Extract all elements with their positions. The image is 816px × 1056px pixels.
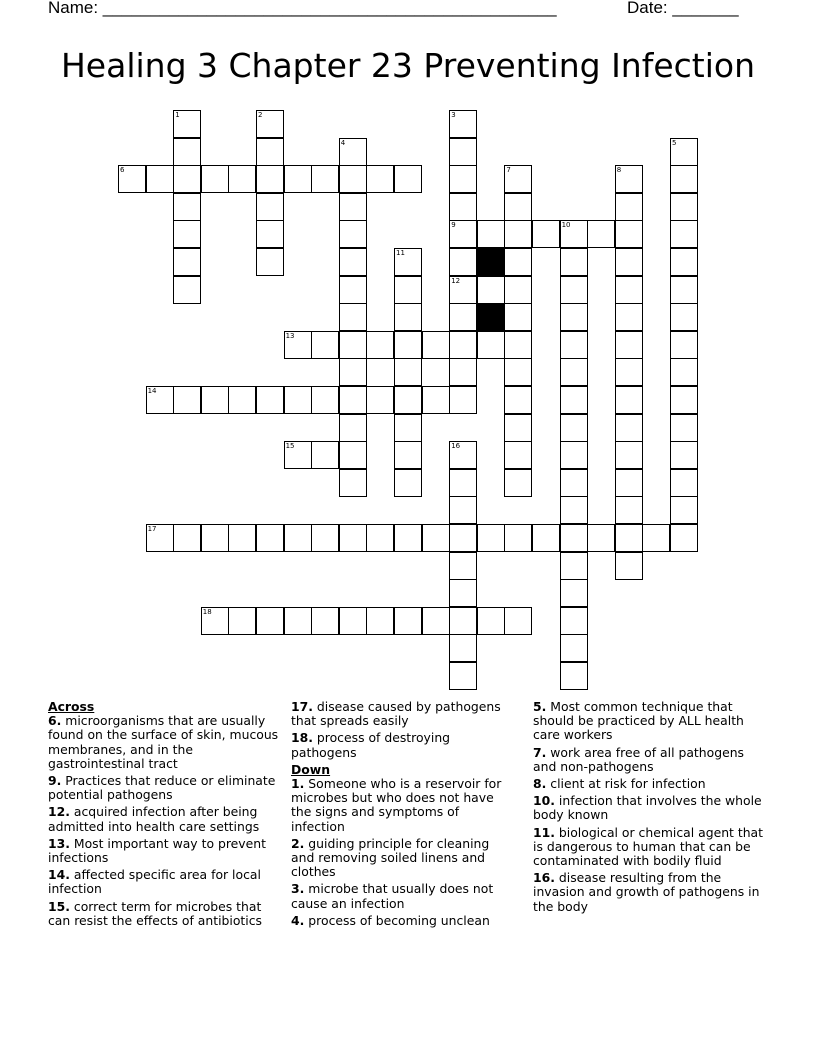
grid-cell[interactable] (173, 276, 201, 304)
grid-cell[interactable] (477, 524, 505, 552)
grid-cell[interactable] (560, 552, 588, 580)
grid-cell[interactable] (560, 634, 588, 662)
clue-text: disease resulting from the invasion and growth of pathogens in the body (533, 870, 760, 914)
grid-cell[interactable] (228, 386, 256, 414)
grid-cell[interactable] (256, 220, 284, 248)
grid-cell[interactable] (449, 220, 477, 248)
grid-cell[interactable] (394, 524, 422, 552)
grid-cell[interactable] (504, 469, 532, 497)
grid-cell[interactable] (173, 193, 201, 221)
grid-cell[interactable] (366, 524, 394, 552)
cell-number: 3 (451, 111, 456, 119)
clue-text: process of becoming unclean (308, 912, 490, 928)
grid-cell[interactable] (449, 358, 477, 386)
grid-cell[interactable] (670, 165, 698, 193)
grid-cell[interactable] (394, 248, 422, 276)
cell-number: 17 (147, 525, 157, 533)
grid-cell[interactable] (670, 276, 698, 304)
cell-number: 16 (451, 442, 461, 451)
cell-number: 6 (120, 166, 125, 175)
clue-down-16 (533, 871, 768, 914)
clue-across-6 (48, 714, 280, 771)
grid-cell[interactable] (560, 220, 588, 248)
clue-number: 1. (291, 776, 305, 792)
cell-number: 7 (506, 166, 511, 175)
clue-number: 12. (48, 804, 70, 820)
grid-cell[interactable] (449, 607, 477, 635)
grid-cell[interactable] (560, 469, 588, 497)
grid-cell[interactable] (173, 524, 201, 552)
page-title: Healing 3 Chapter 23 Preventing Infection (60, 46, 755, 85)
clue-down-5 (533, 700, 768, 743)
grid-cell[interactable] (422, 607, 450, 635)
grid-cell[interactable] (394, 414, 422, 442)
grid-cell[interactable] (311, 524, 339, 552)
grid-cell[interactable] (311, 386, 339, 414)
cell-number: 15 (285, 442, 295, 451)
clue-across-9 (48, 774, 280, 802)
cell-number: 1 (175, 111, 180, 119)
grid-cell[interactable] (615, 248, 643, 276)
grid-cell[interactable] (201, 165, 229, 193)
grid-cell[interactable] (449, 276, 477, 304)
grid-block (477, 248, 505, 276)
grid-cell[interactable] (615, 441, 643, 469)
grid-cell[interactable] (449, 165, 477, 193)
clue-number: 7. (533, 744, 547, 760)
grid-cell[interactable] (201, 607, 229, 635)
clue-across-13 (48, 837, 280, 865)
grid-cell[interactable] (173, 220, 201, 248)
grid-cell[interactable] (201, 524, 229, 552)
clue-number: 4. (291, 912, 305, 928)
grid-cell[interactable] (642, 524, 670, 552)
grid-cell[interactable] (173, 110, 201, 138)
grid-cell[interactable] (394, 358, 422, 386)
grid-cell[interactable] (670, 193, 698, 221)
grid-cell[interactable] (339, 165, 367, 193)
grid-cell[interactable] (366, 386, 394, 414)
grid-cell[interactable] (615, 276, 643, 304)
grid-cell[interactable] (173, 248, 201, 276)
grid-cell[interactable] (311, 165, 339, 193)
grid-cell[interactable] (477, 276, 505, 304)
clue-text: microorganisms that are usually found on the surface of skin, mucous membranes, and in the gastrointestinal tract (48, 713, 279, 771)
grid-cell[interactable] (504, 303, 532, 331)
grid-cell[interactable] (477, 220, 505, 248)
clue-text: Most important way to prevent infections (48, 835, 266, 866)
clue-across-12 (48, 805, 280, 833)
grid-cell[interactable] (394, 441, 422, 469)
clue-number: 16. (533, 870, 555, 886)
grid-cell[interactable] (560, 303, 588, 331)
grid-cell[interactable] (449, 303, 477, 331)
grid-cell[interactable] (339, 414, 367, 442)
grid-cell[interactable] (173, 386, 201, 414)
clues-section (48, 700, 768, 950)
grid-cell[interactable] (339, 441, 367, 469)
date-field-label: Date: _______ (627, 0, 739, 17)
clue-text: Someone who is a reservoir for microbes but who does not have the signs and symptoms of infection (291, 776, 502, 834)
grid-cell[interactable] (449, 193, 477, 221)
grid-cell[interactable] (560, 358, 588, 386)
grid-cell[interactable] (504, 165, 532, 193)
grid-cell[interactable] (394, 607, 422, 635)
clue-text: correct term for microbes that can resist the effects of antibiotics (48, 898, 262, 928)
clue-text: infection that involves the whole body known (533, 793, 762, 823)
name-field-label: Name: ________________________________________________ (48, 0, 557, 17)
grid-cell[interactable] (560, 496, 588, 524)
clue-down-10 (533, 794, 768, 822)
cell-number: 2 (258, 111, 263, 119)
clue-number: 15. (48, 898, 70, 914)
clue-down-7 (533, 746, 768, 774)
grid-cell[interactable] (339, 303, 367, 331)
grid-cell[interactable] (504, 220, 532, 248)
grid-cell[interactable] (449, 248, 477, 276)
clue-number: 18. (291, 730, 313, 746)
clue-text: microbe that usually does not cause an infection (291, 881, 494, 911)
grid-cell[interactable] (615, 303, 643, 331)
grid-cell[interactable] (394, 469, 422, 497)
clue-text: Most common technique that should be practiced by ALL health care workers (533, 699, 744, 743)
clue-number: 11. (533, 824, 555, 840)
grid-cell[interactable] (366, 607, 394, 635)
grid-cell[interactable] (504, 358, 532, 386)
grid-cell[interactable] (477, 607, 505, 635)
grid-cell[interactable] (670, 358, 698, 386)
grid-cell[interactable] (504, 248, 532, 276)
grid-cell[interactable] (118, 165, 146, 193)
grid-cell[interactable] (615, 496, 643, 524)
grid-cell[interactable] (449, 138, 477, 166)
clue-text: client at risk for infection (550, 776, 706, 792)
grid-cell[interactable] (394, 331, 422, 359)
grid-cell[interactable] (670, 220, 698, 248)
grid-cell[interactable] (339, 331, 367, 359)
grid-cell[interactable] (560, 524, 588, 552)
grid-cell[interactable] (670, 303, 698, 331)
clue-across-14 (48, 868, 280, 896)
grid-cell[interactable] (201, 386, 229, 414)
grid-cell[interactable] (339, 386, 367, 414)
grid-cell[interactable] (228, 165, 256, 193)
clue-down-1 (291, 777, 516, 834)
grid-cell[interactable] (284, 165, 312, 193)
grid-cell[interactable] (339, 248, 367, 276)
clue-text: affected specific area for local infection (48, 867, 261, 897)
cell-number: 8 (616, 166, 622, 175)
grid-cell[interactable] (449, 331, 477, 359)
grid-cell[interactable] (311, 441, 339, 469)
grid-cell[interactable] (394, 165, 422, 193)
clue-text: work area free of all pathogens and non-pathogens (533, 744, 745, 774)
grid-cell[interactable] (146, 386, 174, 414)
grid-cell[interactable] (256, 386, 284, 414)
grid-cell[interactable] (449, 110, 477, 138)
grid-cell[interactable] (670, 248, 698, 276)
clue-text: acquired infection after being admitted into health care settings (48, 804, 260, 834)
grid-cell[interactable] (504, 386, 532, 414)
grid-cell[interactable] (587, 220, 615, 248)
grid-cell[interactable] (256, 165, 284, 193)
grid-cell[interactable] (504, 414, 532, 442)
grid-cell[interactable] (146, 524, 174, 552)
grid-cell[interactable] (670, 496, 698, 524)
grid-cell[interactable] (532, 220, 560, 248)
grid-cell[interactable] (284, 607, 312, 635)
grid-cell[interactable] (560, 248, 588, 276)
cell-number: 5 (672, 138, 677, 147)
clue-across-15 (48, 900, 280, 928)
grid-cell[interactable] (449, 441, 477, 469)
grid-cell[interactable] (256, 607, 284, 635)
clue-across-18 (291, 731, 516, 759)
cell-number: 12 (451, 276, 461, 285)
grid-cell[interactable] (560, 386, 588, 414)
grid-cell[interactable] (366, 331, 394, 359)
clue-down-4 (291, 914, 516, 928)
grid-cell[interactable] (173, 165, 201, 193)
grid-cell[interactable] (284, 386, 312, 414)
grid-cell[interactable] (284, 331, 312, 359)
grid-cell[interactable] (670, 386, 698, 414)
grid-cell[interactable] (560, 414, 588, 442)
grid-cell[interactable] (339, 220, 367, 248)
clue-number: 8. (533, 776, 547, 792)
grid-cell[interactable] (339, 276, 367, 304)
grid-cell[interactable] (449, 496, 477, 524)
clues-column-1 (48, 700, 280, 931)
grid-cell[interactable] (449, 552, 477, 580)
grid-cell[interactable] (670, 138, 698, 166)
grid-cell[interactable] (670, 524, 698, 552)
grid-cell[interactable] (615, 552, 643, 580)
grid-cell[interactable] (504, 193, 532, 221)
grid-cell[interactable] (256, 110, 284, 138)
grid-cell[interactable] (670, 441, 698, 469)
grid-cell[interactable] (146, 165, 174, 193)
grid-cell[interactable] (615, 414, 643, 442)
grid-cell[interactable] (339, 358, 367, 386)
clue-number: 9. (48, 773, 62, 789)
across-heading: Across (48, 699, 95, 714)
down-heading: Down (291, 761, 331, 777)
grid-cell[interactable] (339, 607, 367, 635)
grid-cell[interactable] (284, 441, 312, 469)
cell-number: 4 (340, 138, 346, 147)
grid-cell[interactable] (504, 524, 532, 552)
clue-text: disease caused by pathogens that spreads easily (291, 699, 501, 729)
clues-column-2 (291, 700, 516, 931)
clue-number: 5. (533, 699, 547, 714)
grid-cell[interactable] (560, 662, 588, 690)
clue-number: 2. (291, 835, 305, 851)
grid-cell[interactable] (256, 248, 284, 276)
grid-cell[interactable] (449, 579, 477, 607)
grid-cell[interactable] (228, 524, 256, 552)
grid-cell[interactable] (339, 193, 367, 221)
grid-cell[interactable] (504, 441, 532, 469)
grid-cell[interactable] (449, 634, 477, 662)
grid-cell[interactable] (615, 220, 643, 248)
clue-down-3 (291, 882, 516, 910)
grid-cell[interactable] (228, 607, 256, 635)
grid-cell[interactable] (615, 331, 643, 359)
grid-cell[interactable] (615, 193, 643, 221)
grid-cell[interactable] (422, 524, 450, 552)
grid-cell[interactable] (256, 138, 284, 166)
grid-cell[interactable] (504, 331, 532, 359)
grid-cell[interactable] (449, 469, 477, 497)
grid-cell[interactable] (394, 303, 422, 331)
grid-cell[interactable] (311, 331, 339, 359)
grid-cell[interactable] (422, 331, 450, 359)
grid-cell[interactable] (366, 165, 394, 193)
clue-number: 14. (48, 867, 70, 883)
grid-cell[interactable] (587, 524, 615, 552)
clue-across-17 (291, 700, 516, 728)
clue-number: 13. (48, 835, 70, 851)
grid-cell[interactable] (670, 414, 698, 442)
grid-cell[interactable] (339, 469, 367, 497)
grid-cell[interactable] (560, 331, 588, 359)
grid-cell[interactable] (532, 524, 560, 552)
grid-cell[interactable] (560, 441, 588, 469)
cell-number: 11 (396, 249, 405, 257)
grid-cell[interactable] (615, 524, 643, 552)
cell-number: 13 (285, 331, 295, 340)
clue-text: guiding principle for cleaning and removing soiled linens and clothes (291, 835, 490, 880)
grid-cell[interactable] (449, 662, 477, 690)
clue-down-8 (533, 777, 768, 791)
clue-number: 10. (533, 793, 555, 809)
grid-cell[interactable] (615, 386, 643, 414)
cell-number: 10 (561, 221, 571, 230)
clue-number: 17. (291, 699, 313, 714)
grid-cell[interactable] (339, 524, 367, 552)
clue-down-11 (533, 826, 768, 869)
cell-number: 14 (147, 387, 157, 395)
grid-cell[interactable] (560, 607, 588, 635)
grid-cell[interactable] (284, 524, 312, 552)
clue-number: 3. (291, 881, 305, 897)
grid-cell[interactable] (560, 579, 588, 607)
clue-text: process of destroying pathogens (291, 730, 451, 760)
grid-cell[interactable] (449, 386, 477, 414)
grid-cell[interactable] (560, 276, 588, 304)
cell-number: 18 (202, 607, 212, 616)
cell-number: 9 (451, 221, 456, 230)
grid-cell[interactable] (670, 331, 698, 359)
grid-cell[interactable] (615, 358, 643, 386)
grid-cell[interactable] (256, 193, 284, 221)
grid-cell[interactable] (504, 607, 532, 635)
grid-cell[interactable] (615, 165, 643, 193)
grid-cell[interactable] (394, 386, 422, 414)
clue-number: 6. (48, 713, 62, 729)
clues-column-3 (533, 700, 768, 917)
clue-text: biological or chemical agent that is dangerous to human that can be contaminated with bodily fluid (533, 824, 764, 869)
grid-cell[interactable] (477, 331, 505, 359)
grid-cell[interactable] (449, 524, 477, 552)
clue-text: Practices that reduce or eliminate potential pathogens (48, 773, 276, 803)
grid-cell[interactable] (670, 469, 698, 497)
grid-cell[interactable] (504, 276, 532, 304)
grid-cell[interactable] (422, 386, 450, 414)
grid-cell[interactable] (339, 138, 367, 166)
clue-down-2 (291, 837, 516, 880)
grid-cell[interactable] (615, 469, 643, 497)
grid-block (477, 303, 505, 331)
grid-cell[interactable] (311, 607, 339, 635)
grid-cell[interactable] (256, 524, 284, 552)
grid-cell[interactable] (173, 138, 201, 166)
grid-cell[interactable] (394, 276, 422, 304)
